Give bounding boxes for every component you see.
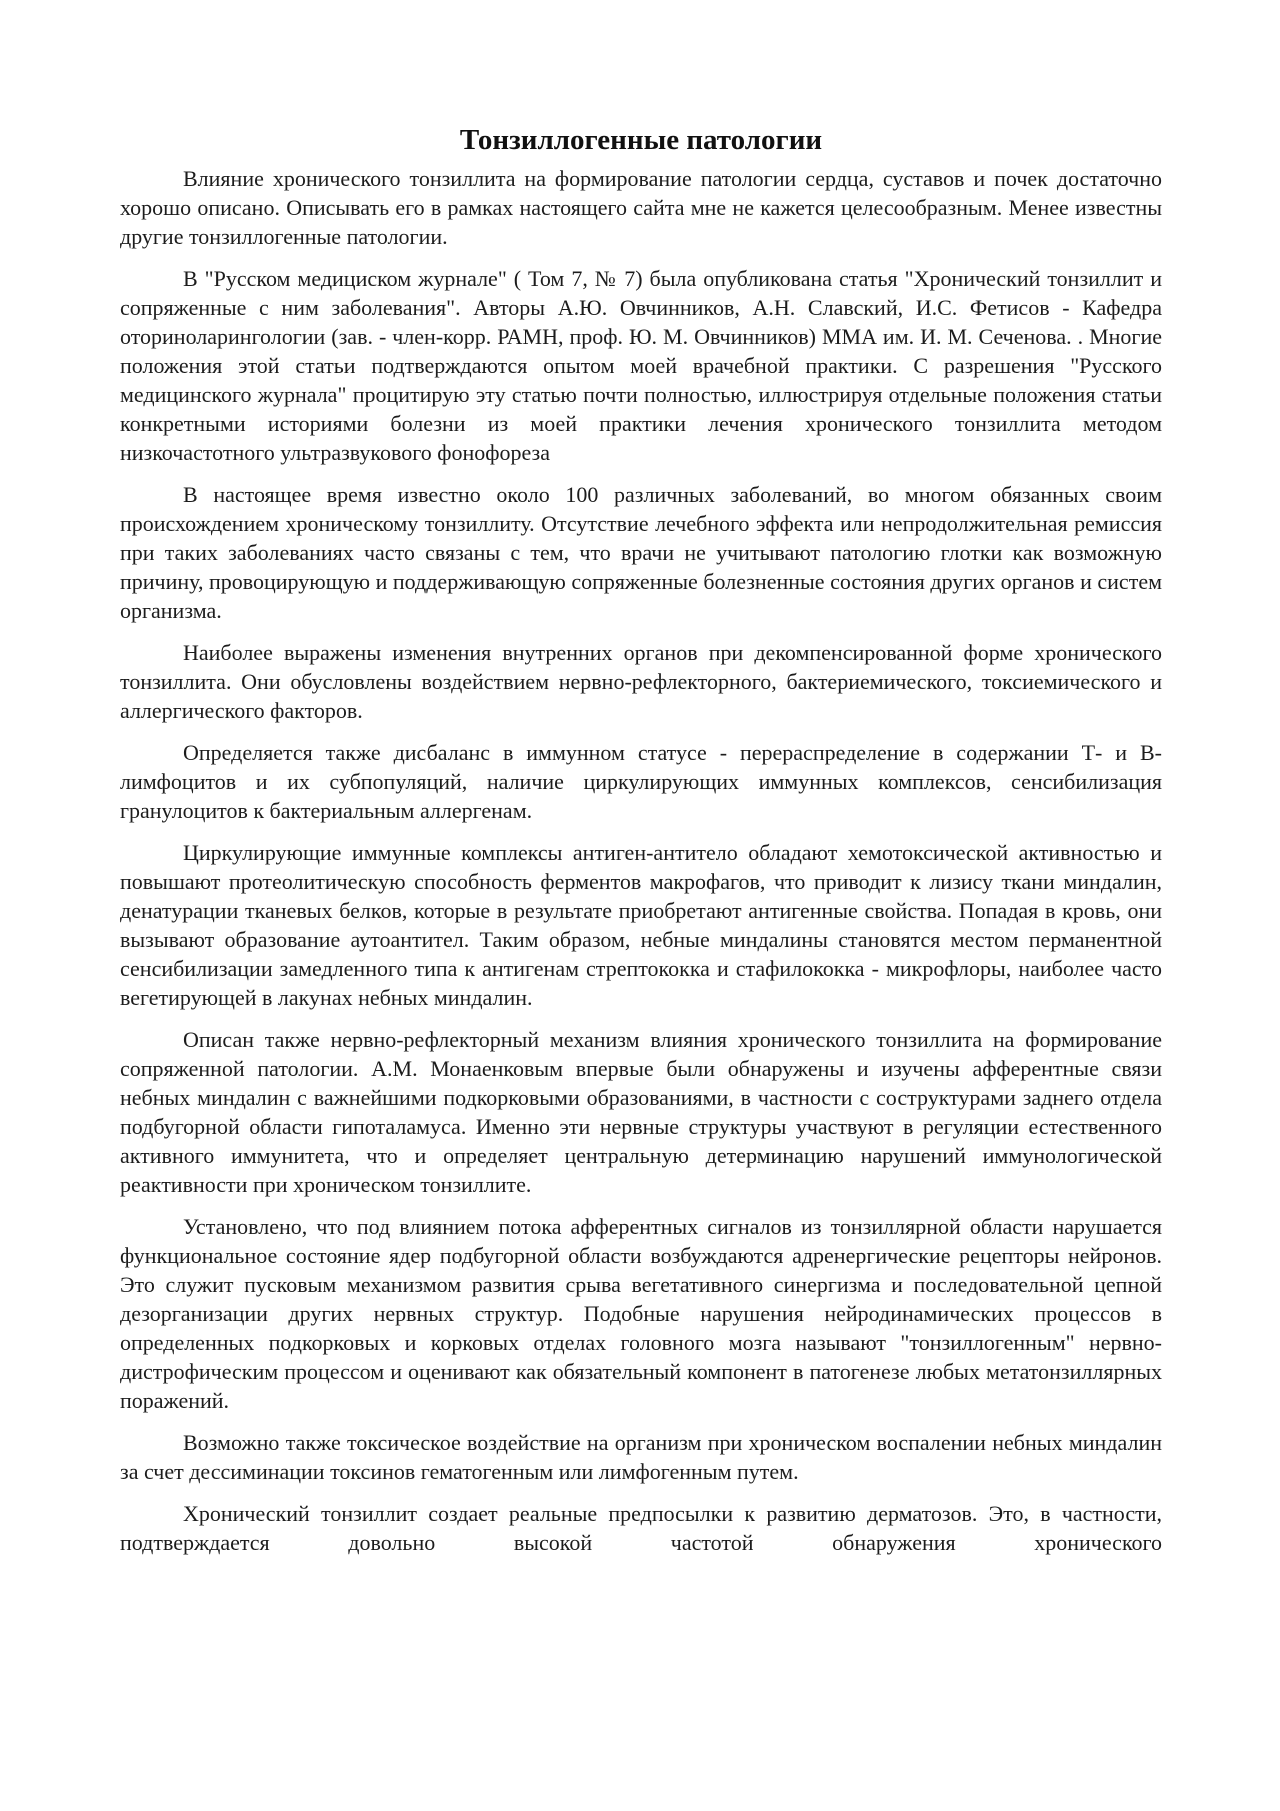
paragraph: Влияние хронического тонзиллита на формирование патологии сердца, суставов и почек достаточно хорошо описано. Описывать его в рамках настоящего сайта мне не кажется целесообразным. Менее известны другие тонзиллогенные патологии. xyxy=(120,166,1162,249)
paragraph-continued: Хронический тонзиллит создает реальные предпосылки к развитию дерматозов. Это, в частности, подтверждается довольно высокой частотой обнаружения хронического xyxy=(120,1501,1162,1555)
paragraph: Циркулирующие иммунные комплексы антиген-антитело обладают хемотоксической активностью и повышают протеолитическую способность ферментов макрофагов, что приводит к лизису ткани миндалин, денатурации тканевых белков, которые в результате приобретают антигенные свойства. Попадая в кровь, они вызывают образование аутоантител. Таким образом, небные миндалины становятся местом перманентной сенсибилизации замедленного типа к антигенам стрептококка и стафилококка - микрофлоры, наиболее часто вегетирующей в лакунах небных миндалин. xyxy=(120,840,1162,1010)
paragraph: Возможно также токсическое воздействие на организм при хроническом воспалении небных миндалин за счет дессиминации токсинов гематогенным или лимфогенным путем. xyxy=(120,1430,1162,1484)
document-page xyxy=(120,122,1162,1557)
paragraph: Наиболее выражены изменения внутренних органов при декомпенсированной форме хронического тонзиллита. Они обусловлены воздействием нервно-рефлекторного, бактериемического, токсиемического и аллергического факторов. xyxy=(120,640,1162,723)
paragraph: Установлено, что под влиянием потока афферентных сигналов из тонзиллярной области нарушается функциональное состояние ядер подбугорной области возбуждаются адренергические рецепторы нейронов. Это служит пусковым механизмом развития срыва вегетативного синергизма и последовательной цепной дезорганизации других нервных структур. Подобные нарушения нейродинамических процессов в определенных подкорковых и корковых отделах головного мозга называют "тонзиллогенным" нервно-дистрофическим процессом и оценивают как обязательный компонент в патогенезе любых метатонзиллярных поражений. xyxy=(120,1214,1162,1413)
paragraph: Описан также нервно-рефлекторный механизм влияния хронического тонзиллита на формирование сопряженной патологии. А.М. Монаенковым впервые были обнаружены и изучены афферентные связи небных миндалин с важнейшими подкорковыми образованиями, в частности с соструктурами заднего отдела подбугорной области гипоталамуса. Именно эти нервные структуры участвуют в регуляции естественного активного иммунитета, что и определяет центральную детерминацию нарушений иммунологической реактивности при хроническом тонзиллите. xyxy=(120,1027,1162,1197)
paragraph: В "Русском медициском журнале" ( Том 7, № 7) была опубликована статья "Хронический тонзиллит и сопряженные с ним заболевания". Авторы А.Ю. Овчинников, А.Н. Славский, И.С. Фетисов - Кафедра оториноларингологии (зав. - член-корр. РАМН, проф. Ю. М. Овчинников) ММА им. И. М. Сеченова. . Многие положения этой статьи подтверждаются опытом моей врачебной практики. С разрешения "Русского медицинского журнала" процитирую эту статью почти полностью, иллюстрируя отдельные положения статьи конкретными историями болезни из моей практики лечения хронического тонзиллита методом низкочастотного ультразвукового фонофореза xyxy=(120,266,1162,465)
paragraph: В настоящее время известно около 100 различных заболеваний, во многом обязанных своим происхождением хроническому тонзиллиту. Отсутствие лечебного эффекта или непродолжительная ремиссия при таких заболеваниях часто связаны с тем, что врачи не учитывают патологию глотки как возможную причину, провоцирующую и поддерживающую сопряженные болезненные состояния других органов и систем организма. xyxy=(120,482,1162,623)
document-title: Тонзиллогенные патологии xyxy=(459,124,823,156)
paragraph: Определяется также дисбаланс в иммунном статусе - перераспределение в содержании Т- и В-лимфоцитов и их субпопуляций, наличие циркулирующих иммунных комплексов, сенсибилизация гранулоцитов к бактериальным аллергенам. xyxy=(120,740,1162,823)
